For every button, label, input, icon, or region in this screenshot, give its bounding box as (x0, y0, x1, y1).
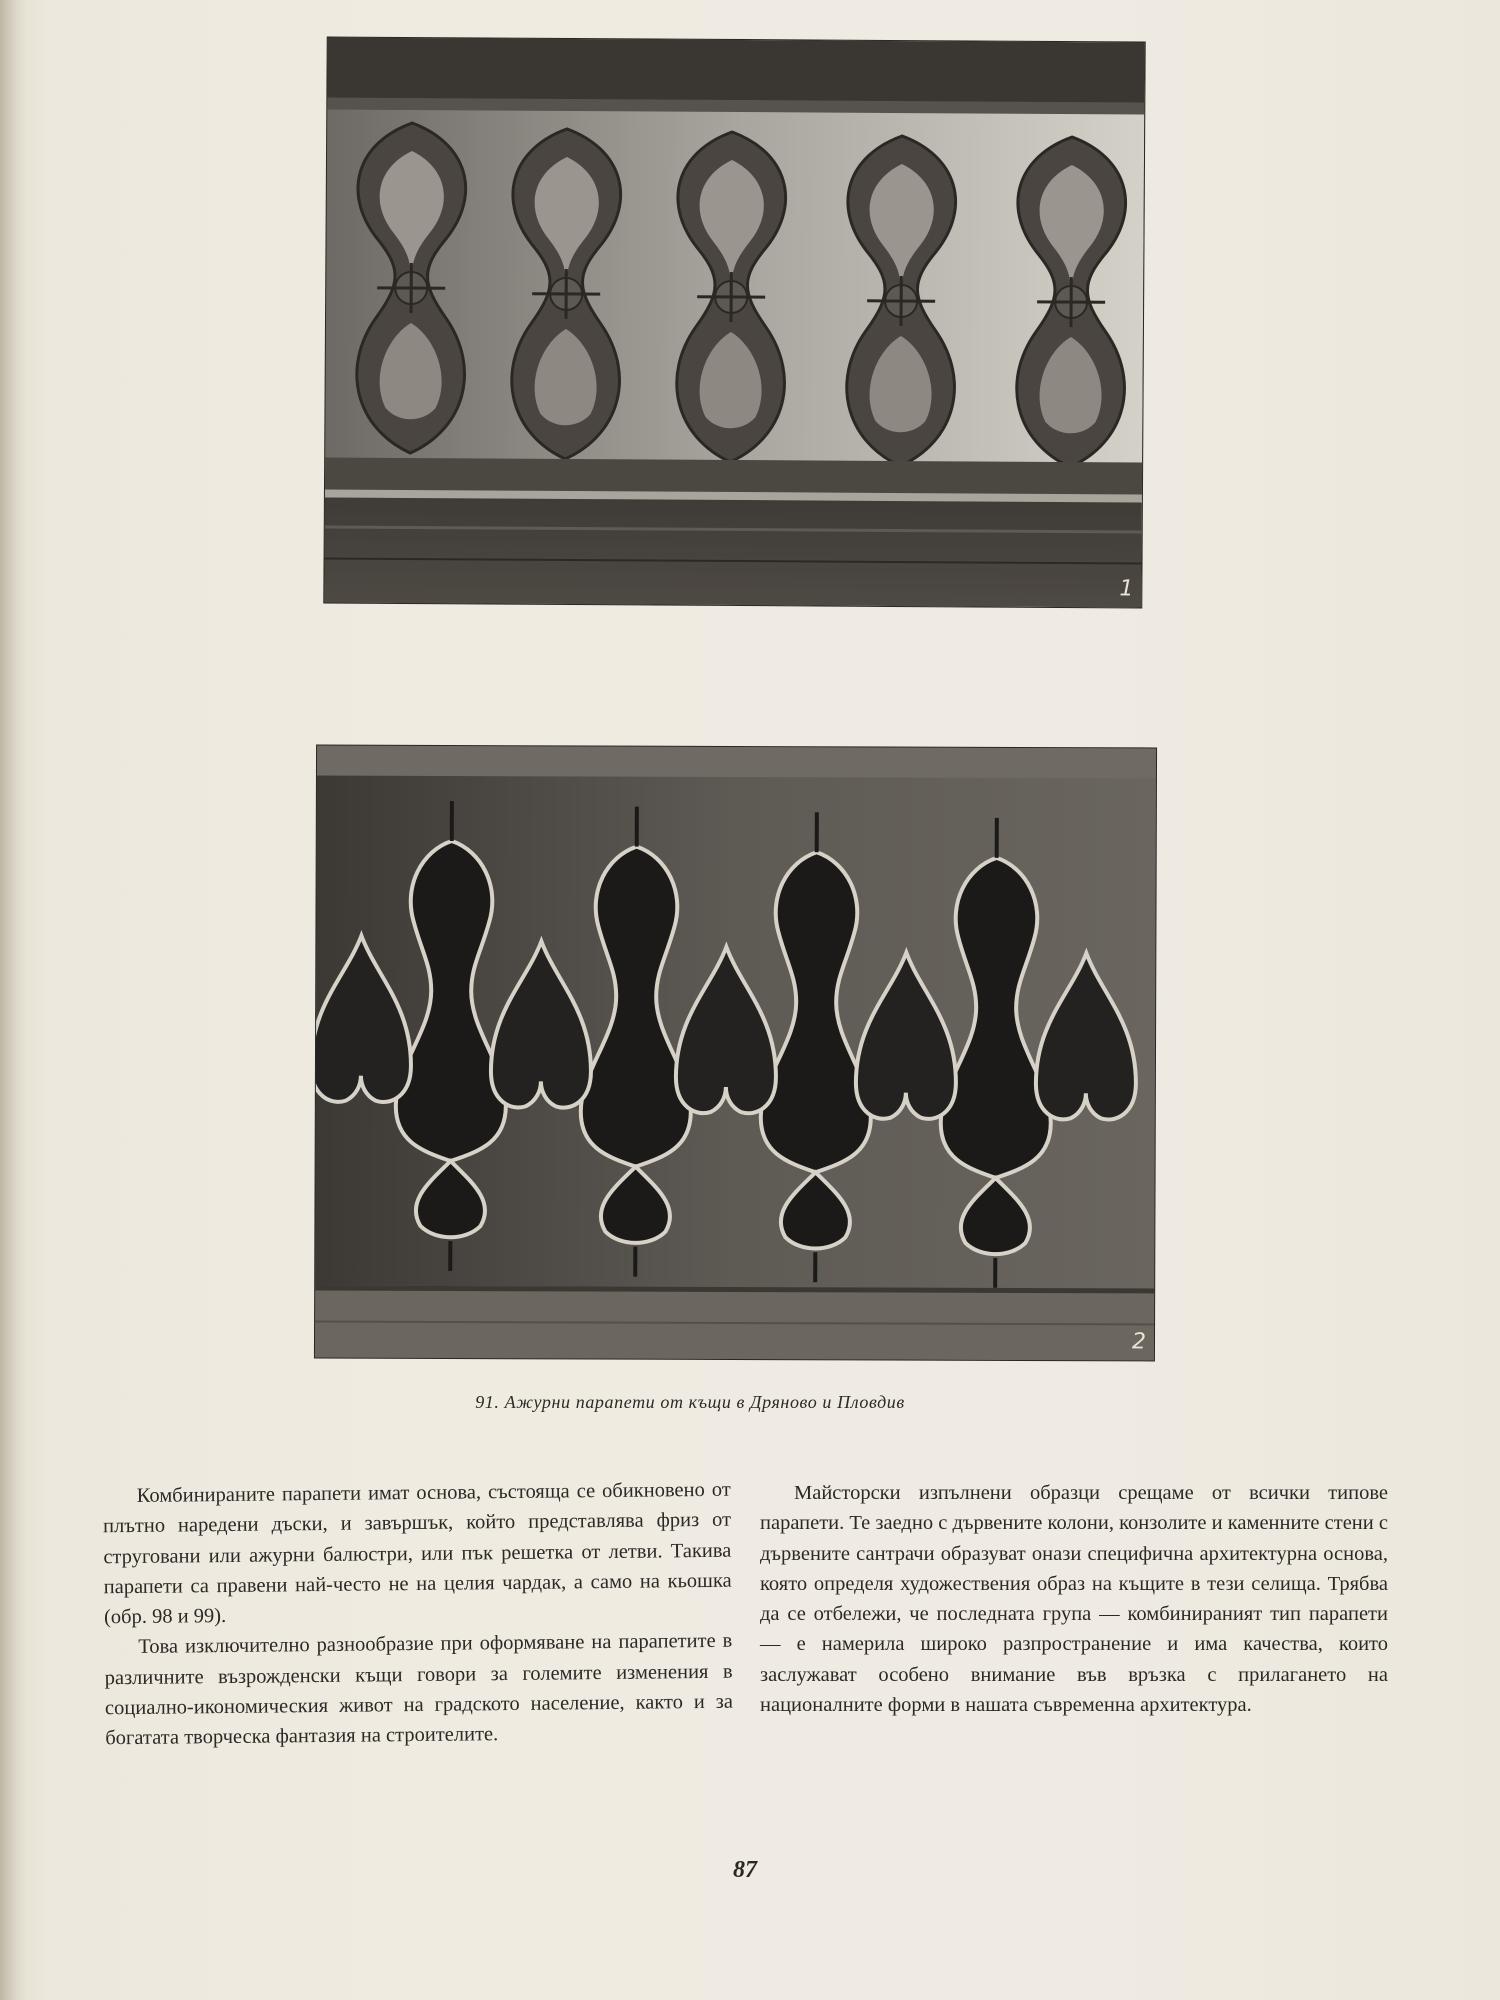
page-number: 87 (733, 1857, 757, 1883)
figure-caption: 91. Ажурни парапети от къщи в Дряново и Пловдив (475, 1392, 905, 1412)
balustrade-1-image (324, 38, 1144, 608)
paragraph: Майсторски изпълнени образци срещаме от всички типове парапети. Те заедно с дървените колони, конзолите и каменните стени с дървените сантрачи образуват онази специфична архитектурна основа, която определя художествения образ на къщите в тези селища. Трябва да се отбележи, че последната група — комбинираният тип парапети — е намерила широко разпространение и има качества, които заслужават особено внимание във връзка с прилагането на националните форми в нашата съвременна архитектура. (760, 1482, 1388, 1717)
text-column-left (103, 1475, 734, 1754)
photo-balustrade-2 (315, 746, 1156, 1361)
text-column-right (760, 1478, 1388, 1720)
balustrade-2-image (315, 746, 1156, 1361)
page-gutter (0, 0, 26, 2000)
photo-balustrade-1 (324, 38, 1144, 608)
plate-number-2: 2 (1131, 1329, 1147, 1355)
paragraph: Това изключително разнообразие при оформяване на парапетите в различните възрожденски къщи говори за големите изменения в социално-икономическия живот на градското население, както и за богатата творческа фантазия на строителите. (104, 1630, 734, 1750)
paragraph: Комбинираните парапети имат основа, състояща се обикновено от плътно наредени дъски, и завършък, който представлява фриз от струговани или ажурни балюстри, или пък решетка от летви. Такива парапети са правени най-често не на целия чардак, а само на кьошка (обр. 98 и 99). (102, 1478, 732, 1629)
plate-number-1: 1 (1119, 576, 1134, 602)
